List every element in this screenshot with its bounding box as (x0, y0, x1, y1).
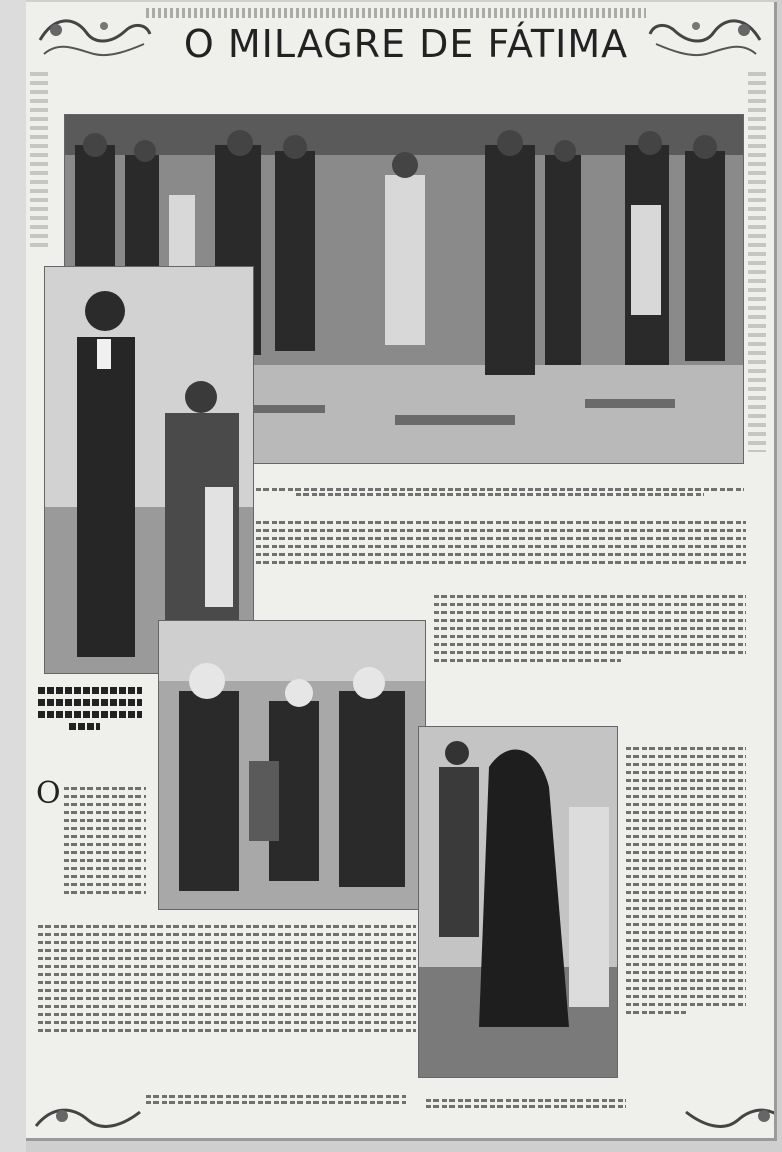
left-column-text (64, 782, 146, 899)
article-text-top (256, 516, 746, 569)
ornament-top-right-icon (646, 10, 766, 66)
right-border-ornament (748, 72, 766, 452)
drop-cap: O (36, 776, 61, 811)
figures-photo (418, 726, 618, 1078)
article-text-right (434, 590, 746, 667)
photo-caption (256, 486, 744, 498)
top-fine-print (146, 8, 646, 18)
portrait-photo (44, 266, 254, 674)
ornament-bottom-right-icon (674, 1086, 777, 1141)
scan-margin (0, 0, 26, 1152)
left-border-ornament (30, 72, 48, 252)
article-text-bottom (38, 920, 416, 1037)
bottom-caption-left (146, 1092, 406, 1107)
ornament-bottom-left-icon (32, 1086, 152, 1141)
newspaper-page (26, 2, 777, 1141)
column-headline (38, 682, 142, 735)
ornament-top-left-icon (34, 10, 154, 66)
right-column-text (626, 742, 746, 1019)
bottom-caption-right (426, 1096, 626, 1111)
masthead-title: O MILAGRE DE FÁTIMA (183, 22, 629, 66)
procession-photo (158, 620, 426, 910)
